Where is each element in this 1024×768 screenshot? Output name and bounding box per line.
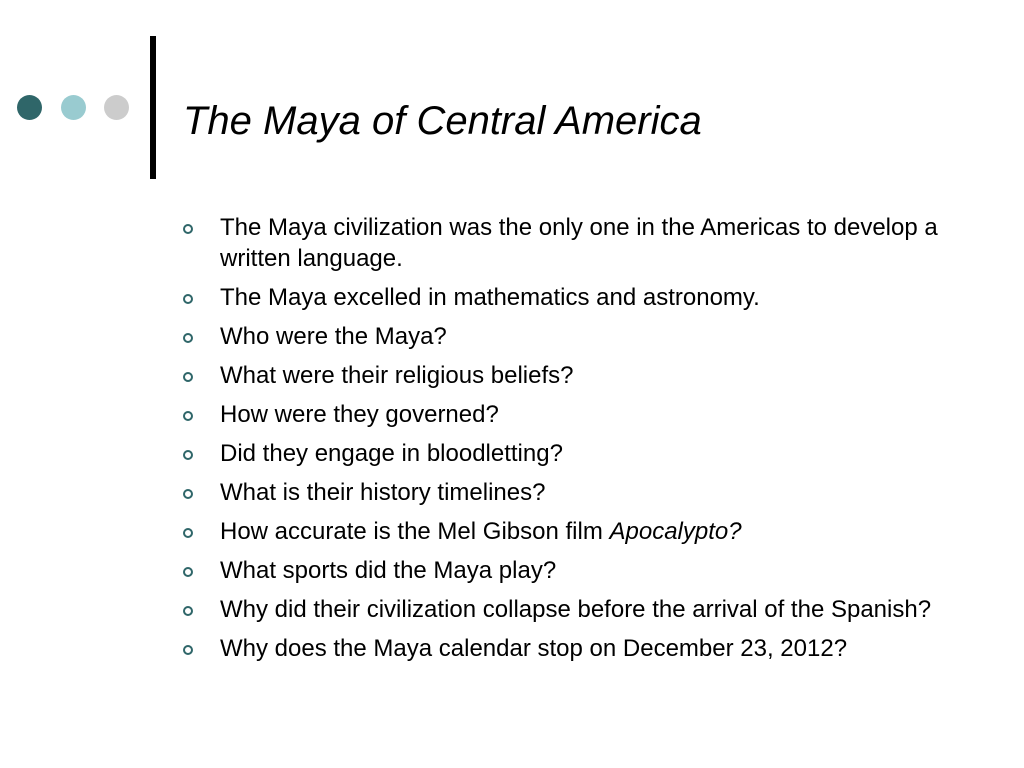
bullet-text: What were their religious beliefs? [220, 362, 574, 389]
bullet-item [180, 321, 960, 352]
bullet-text: What sports did the Maya play? [220, 557, 557, 584]
hollow-circle-bullet-icon [183, 645, 193, 655]
bullet-list [180, 212, 960, 672]
hollow-circle-bullet-icon [183, 333, 193, 343]
bullet-text: How were they governed? [220, 401, 499, 428]
hollow-circle-bullet-icon [183, 224, 193, 234]
hollow-circle-bullet-icon [183, 450, 193, 460]
hollow-circle-bullet-icon [183, 606, 193, 616]
bullet-item [180, 594, 960, 625]
decorative-dot-gray [104, 95, 129, 120]
bullet-text: Why did their civilization collapse before the arrival of the Spanish? [220, 596, 932, 623]
slide-title: The Maya of Central America [183, 99, 702, 143]
hollow-circle-bullet-icon [183, 567, 193, 577]
bullet-item [180, 516, 960, 547]
bullet-text: The Maya civilization was the only one in the Americas to develop a written language. [220, 214, 938, 272]
bullet-text: How accurate is the Mel Gibson film [220, 518, 610, 545]
bullet-item [180, 399, 960, 430]
bullet-item [180, 212, 960, 274]
hollow-circle-bullet-icon [183, 294, 193, 304]
bullet-text: The Maya excelled in mathematics and astronomy. [220, 284, 760, 311]
decorative-dot-dark [17, 95, 42, 120]
decorative-dot-light [61, 95, 86, 120]
hollow-circle-bullet-icon [183, 411, 193, 421]
bullet-text: Did they engage in bloodletting? [220, 440, 563, 467]
bullet-item [180, 633, 960, 664]
bullet-text: Who were the Maya? [220, 323, 447, 350]
bullet-item [180, 438, 960, 469]
bullet-text: What is their history timelines? [220, 479, 546, 506]
bullet-text: Why does the Maya calendar stop on December 23, 2012? [220, 635, 848, 662]
bullet-item [180, 282, 960, 313]
hollow-circle-bullet-icon [183, 528, 193, 538]
film-title: Apocalypto? [609, 518, 742, 545]
bullet-item [180, 477, 960, 508]
hollow-circle-bullet-icon [183, 372, 193, 382]
bullet-item [180, 555, 960, 586]
hollow-circle-bullet-icon [183, 489, 193, 499]
bullet-item [180, 360, 960, 391]
title-divider-bar [150, 36, 156, 179]
